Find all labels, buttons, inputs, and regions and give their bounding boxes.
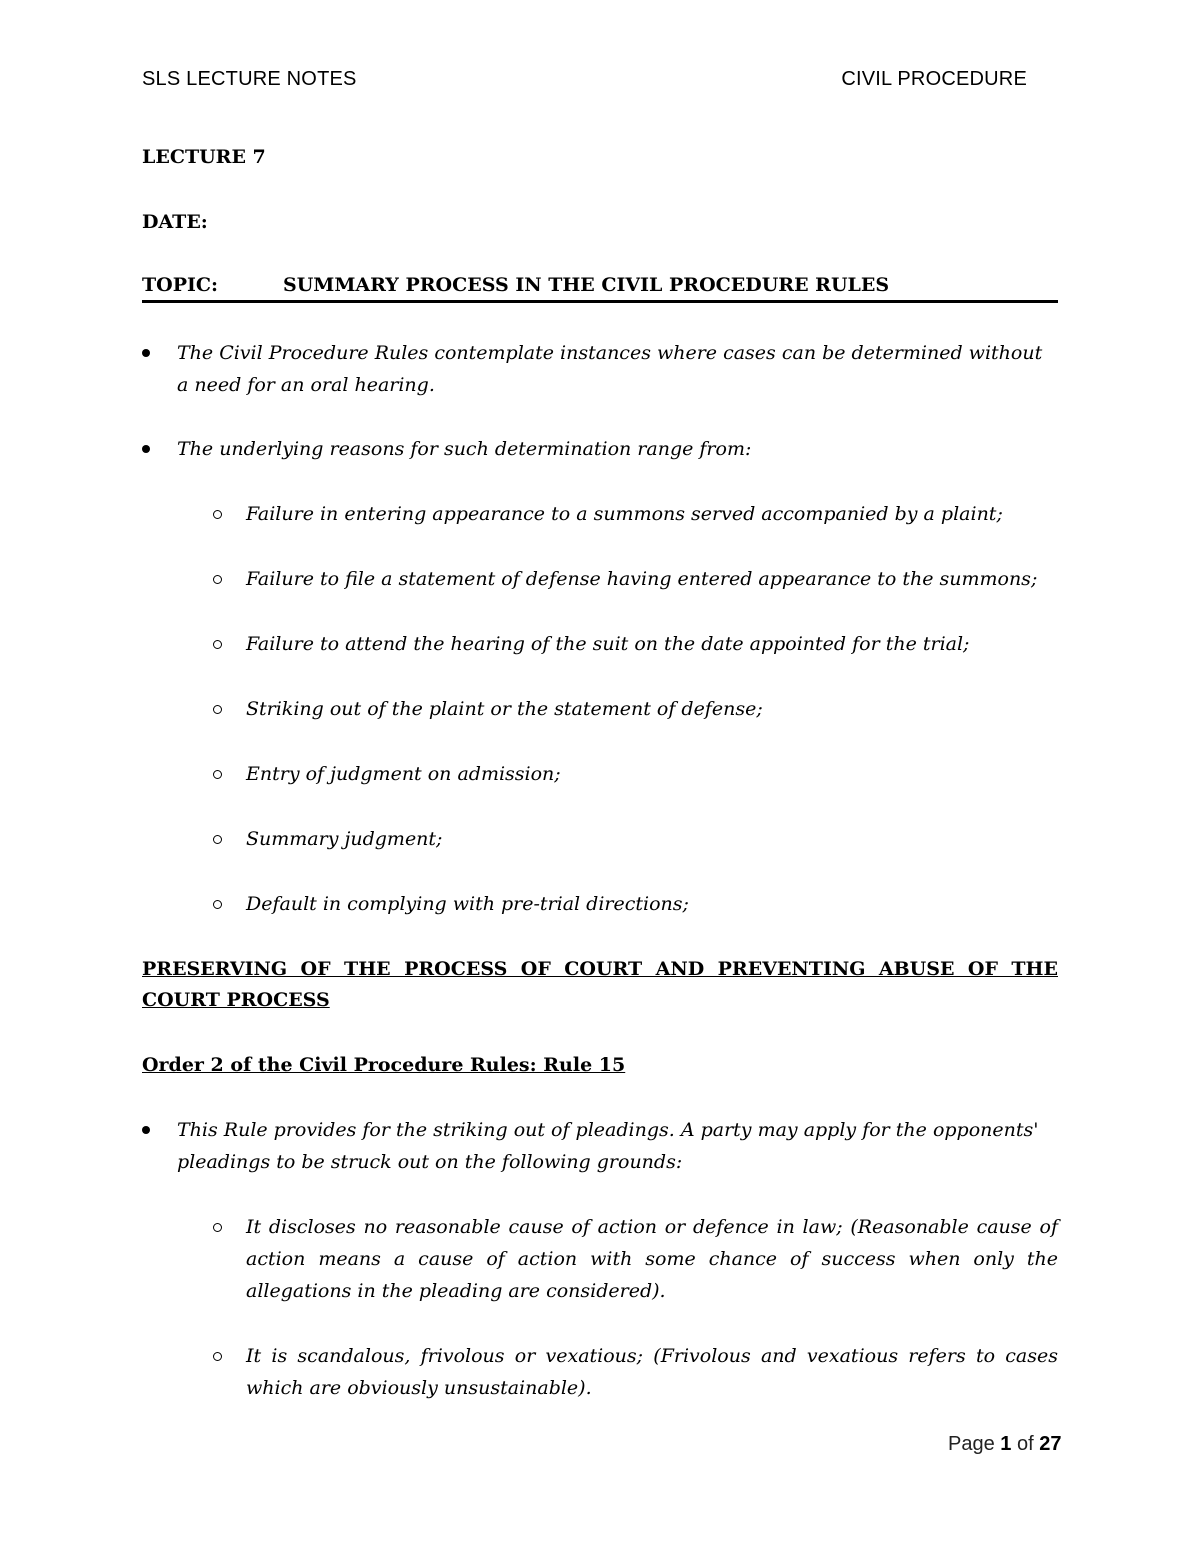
total-pages: 27 (1039, 1433, 1062, 1455)
list-item: The Civil Procedure Rules contemplate instances where cases can be determined without a need for an oral hearing. (142, 337, 1058, 401)
grounds-list (142, 1211, 1058, 1404)
intro-bullets (142, 337, 1058, 465)
document-body (142, 141, 1058, 1404)
topic-title: SUMMARY PROCESS IN THE CIVIL PROCEDURE RULES (283, 274, 890, 296)
bullet-icon (142, 445, 150, 453)
circle-bullet-icon (213, 770, 222, 779)
list-item: Failure to attend the hearing of the suit on the date appointed for the trial; (142, 628, 1058, 660)
circle-bullet-icon (213, 575, 222, 584)
page-number: Page 1 of 27 (948, 1433, 1062, 1455)
list-item: Entry of judgment on admission; (142, 758, 1058, 790)
circle-bullet-icon (213, 1223, 222, 1232)
current-page: 1 (1000, 1433, 1012, 1455)
list-item: It discloses no reasonable cause of action or defence in law; (Reasonable cause of action means a cause of action with some chance of success when only the allegations in the pleading are considered). (142, 1211, 1058, 1307)
circle-bullet-icon (213, 1352, 222, 1361)
date-label: DATE: (142, 211, 208, 233)
circle-bullet-icon (213, 640, 222, 649)
lecture-number: LECTURE 7 (142, 146, 266, 168)
order-heading: Order 2 of the Civil Procedure Rules: Rule 15 (142, 1054, 626, 1076)
bullet-icon (142, 1126, 150, 1134)
list-item: Summary judgment; (142, 823, 1058, 855)
circle-bullet-icon (213, 835, 222, 844)
header-left: SLS LECTURE NOTES (142, 68, 357, 90)
list-item: This Rule provides for the striking out of pleadings. A party may apply for the opponents' pleadings to be struck out on the following grounds: (142, 1114, 1058, 1178)
list-item: The underlying reasons for such determination range from: (142, 433, 1058, 465)
list-item: Default in complying with pre-trial directions; (142, 888, 1058, 920)
rule-bullets (142, 1114, 1058, 1178)
topic-label: TOPIC: (142, 274, 218, 296)
bullet-icon (142, 349, 150, 357)
circle-bullet-icon (213, 900, 222, 909)
list-item: Striking out of the plaint or the statement of defense; (142, 693, 1058, 725)
circle-bullet-icon (213, 705, 222, 714)
reasons-list (142, 498, 1058, 920)
circle-bullet-icon (213, 510, 222, 519)
page-header (142, 68, 1027, 91)
topic-line (142, 271, 1058, 303)
list-item: Failure in entering appearance to a summons served accompanied by a plaint; (142, 498, 1058, 530)
list-item: It is scandalous, frivolous or vexatious; (Frivolous and vexatious refers to cases which are obviously unsustainable). (142, 1340, 1058, 1404)
section-heading: PRESERVING OF THE PROCESS OF COURT AND PREVENTING ABUSE OF THE COURT PROCESS (142, 958, 1058, 1011)
header-right: CIVIL PROCEDURE (841, 68, 1027, 90)
list-item: Failure to file a statement of defense having entered appearance to the summons; (142, 563, 1058, 595)
